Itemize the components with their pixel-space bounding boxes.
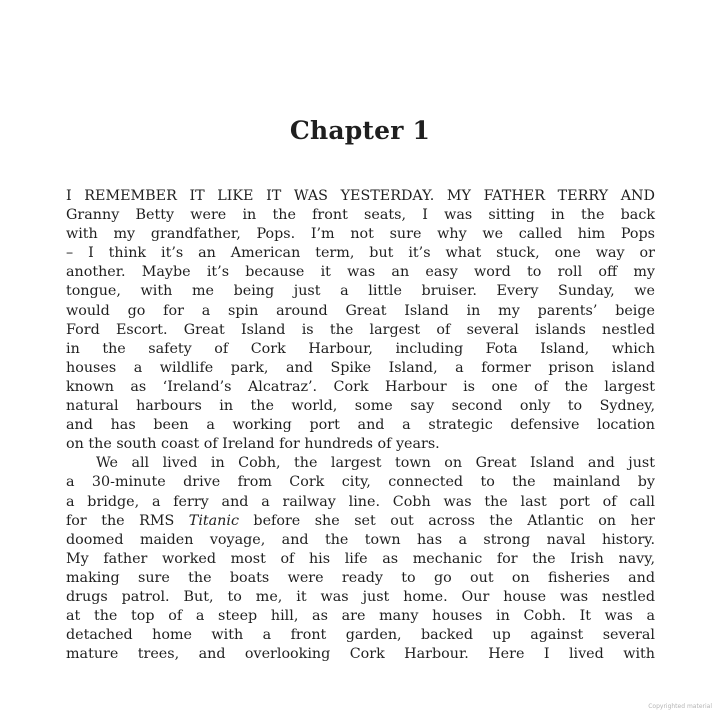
text-line: another. Maybe it’s because it was an easy word to roll off my [66,264,655,281]
text-line: – I think it’s an American term, but it’s what stuck, one way or [66,245,655,262]
text-line: I REMEMBER IT LIKE IT WAS YESTERDAY. MY FATHER TERRY AND [66,188,655,204]
text-segment: for the RMS [66,512,189,529]
text-line: Ford Escort. Great Island is the largest of several islands nestled [66,321,655,338]
text-line: tongue, with me being just a little bruiser. Every Sunday, we [66,283,655,300]
ship-name-italic: Titanic [188,512,239,529]
text-line: in the safety of Cork Harbour, including Fota Island, which [66,340,655,357]
paragraph-2 [66,454,655,664]
text-line: detached home with a front garden, backed up against several [66,627,655,644]
text-line: a 30-minute drive from Cork city, connected to the mainland by [66,474,655,491]
chapter-body [66,187,655,664]
text-line: would go for a spin around Great Island in my parents’ beige [66,302,655,319]
text-line: Granny Betty were in the front seats, I was sitting in the back [66,207,655,224]
text-line: making sure the boats were ready to go out on fisheries and [66,569,655,586]
text-line: mature trees, and overlooking Cork Harbour. Here I lived with [66,646,655,663]
text-line: My father worked most of his life as mechanic for the Irish navy, [66,550,655,567]
text-line: houses a wildlife park, and Spike Island, a former prison island [66,359,655,376]
text-line: on the south coast of Ireland for hundreds of years. [66,436,440,453]
paragraph-1 [66,187,655,454]
text-line: a bridge, a ferry and a railway line. Cobh was the last port of call [66,493,655,510]
text-line: known as ‘Ireland’s Alcatraz’. Cork Harbour is one of the largest [66,378,655,395]
text-segment: before she set out across the Atlantic on her [238,512,655,529]
text-line: drugs patrol. But, to me, it was just home. Our house was nestled [66,588,655,605]
text-line-with-italic [66,512,655,531]
text-line: with my grandfather, Pops. I’m not sure why we called him Pops [66,226,655,243]
chapter-title: Chapter 1 [289,116,431,145]
text-line: and has been a working port and a strategic defensive location [66,417,655,434]
copyright-watermark: Copyrighted material [648,703,712,710]
text-line: natural harbours in the world, some say second only to Sydney, [66,398,655,415]
text-line: doomed maiden voyage, and the town has a strong naval history. [66,531,655,548]
text-line: at the top of a steep hill, as are many houses in Cobh. It was a [66,608,655,625]
text-line: We all lived in Cobh, the largest town on Great Island and just [96,455,655,472]
